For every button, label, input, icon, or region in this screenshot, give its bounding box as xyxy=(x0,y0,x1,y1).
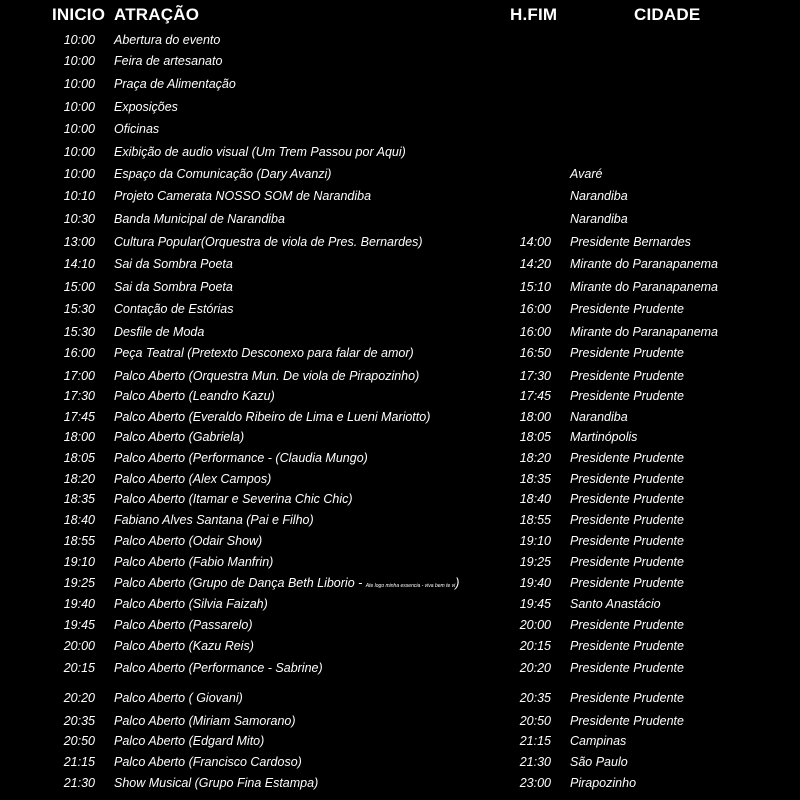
hfim-cell: 19:10 xyxy=(519,534,551,548)
hfim-cell: 18:20 xyxy=(519,451,551,465)
table-row xyxy=(0,688,800,708)
atracao-cell: Palco Aberto (Performance - Sabrine) xyxy=(114,661,323,675)
cidade-cell: Presidente Prudente xyxy=(570,302,684,316)
atracao-cell: Espaço da Comunicação (Dary Avanzi) xyxy=(114,167,332,181)
cidade-cell: Presidente Prudente xyxy=(570,369,684,383)
inicio-cell: 20:15 xyxy=(63,661,95,675)
atracao-cell: Palco Aberto (Grupo de Dança Beth Liborio - Ate logo minha essencia - viva bem te vi) xyxy=(114,576,460,590)
table-row xyxy=(0,343,800,363)
atracao-cell: Palco Aberto (Silvia Faizah) xyxy=(114,597,268,611)
hfim-cell: 20:00 xyxy=(519,618,551,632)
inicio-cell: 18:05 xyxy=(63,451,95,465)
hfim-cell: 18:00 xyxy=(519,410,551,424)
atracao-cell: Show Musical (Grupo Fina Estampa) xyxy=(114,776,319,790)
inicio-cell: 10:00 xyxy=(63,122,95,136)
hfim-cell: 19:40 xyxy=(519,576,551,590)
table-row xyxy=(0,489,800,509)
hfim-cell: 21:15 xyxy=(519,734,551,748)
header-atracao: ATRAÇÃO xyxy=(114,5,200,24)
atracao-cell: Palco Aberto (Performance - (Claudia Mungo) xyxy=(114,451,368,465)
cidade-cell: Presidente Prudente xyxy=(570,618,684,632)
atracao-cell: Oficinas xyxy=(114,122,160,136)
inicio-cell: 20:50 xyxy=(63,734,95,748)
inicio-cell: 15:30 xyxy=(63,325,95,339)
atracao-cell: Palco Aberto (Passarelo) xyxy=(114,618,253,632)
table-row xyxy=(0,752,800,772)
table-row xyxy=(0,254,800,274)
atracao-cell: Palco Aberto (Itamar e Severina Chic Chic) xyxy=(114,492,353,506)
inicio-cell: 19:45 xyxy=(63,618,95,632)
atracao-cell: Palco Aberto (Leandro Kazu) xyxy=(114,389,275,403)
cidade-cell: Mirante do Paranapanema xyxy=(570,280,719,294)
atracao-cell: Palco Aberto (Francisco Cardoso) xyxy=(114,755,302,769)
atracao-cell: Contação de Estórias xyxy=(114,302,234,316)
table-row xyxy=(0,711,800,731)
inicio-cell: 10:00 xyxy=(63,77,95,91)
cidade-cell: Presidente Prudente xyxy=(570,492,684,506)
atracao-cell: Sai da Sombra Poeta xyxy=(114,280,233,294)
atracao-cell: Praça de Alimentação xyxy=(114,77,236,91)
table-row xyxy=(0,594,800,614)
table-row xyxy=(0,30,800,50)
atracao-cell: Sai da Sombra Poeta xyxy=(114,257,233,271)
cidade-cell: Presidente Prudente xyxy=(570,639,684,653)
cidade-cell: Presidente Prudente xyxy=(570,451,684,465)
cidade-cell: Mirante do Paranapanema xyxy=(570,257,719,271)
inicio-cell: 17:00 xyxy=(63,369,95,383)
table-row xyxy=(0,366,800,386)
table-row xyxy=(0,277,800,297)
hfim-cell: 17:45 xyxy=(519,389,551,403)
inicio-cell: 13:00 xyxy=(63,235,95,249)
atracao-cell: Feira de artesanato xyxy=(114,54,223,68)
table-row xyxy=(0,448,800,468)
table-row xyxy=(0,322,800,342)
inicio-cell: 16:00 xyxy=(63,346,95,360)
cidade-cell: Mirante do Paranapanema xyxy=(570,325,719,339)
hfim-cell: 20:20 xyxy=(519,661,551,675)
cidade-cell: Narandiba xyxy=(570,212,628,226)
table-row xyxy=(0,119,800,139)
table-row xyxy=(0,407,800,427)
hfim-cell: 16:50 xyxy=(519,346,551,360)
atracao-cell: Palco Aberto (Gabriela) xyxy=(114,430,245,444)
inicio-cell: 10:10 xyxy=(63,189,95,203)
atracao-cell: Palco Aberto (Everaldo Ribeiro de Lima e Lueni Mariotto) xyxy=(114,410,431,424)
cidade-cell: Presidente Prudente xyxy=(570,534,684,548)
inicio-cell: 10:00 xyxy=(63,100,95,114)
cidade-cell: Presidente Prudente xyxy=(570,472,684,486)
atracao-cell: Exibição de audio visual (Um Trem Passou por Aqui) xyxy=(114,145,406,159)
inicio-cell: 15:30 xyxy=(63,302,95,316)
hfim-cell: 19:45 xyxy=(519,597,551,611)
hfim-cell: 18:55 xyxy=(519,513,551,527)
inicio-cell: 21:15 xyxy=(63,755,95,769)
table-row xyxy=(0,209,800,229)
cidade-cell: Presidente Bernardes xyxy=(570,235,691,249)
inicio-cell: 20:35 xyxy=(63,714,95,728)
table-row xyxy=(0,636,800,656)
hfim-cell: 19:25 xyxy=(519,555,551,569)
inicio-cell: 18:40 xyxy=(63,513,95,527)
inicio-cell: 10:00 xyxy=(63,33,95,47)
hfim-cell: 23:00 xyxy=(519,776,551,790)
cidade-cell: Presidente Prudente xyxy=(570,389,684,403)
cidade-cell: Avaré xyxy=(570,167,603,181)
inicio-cell: 14:10 xyxy=(63,257,95,271)
inicio-cell: 19:25 xyxy=(63,576,95,590)
table-row xyxy=(0,469,800,489)
inicio-cell: 20:00 xyxy=(63,639,95,653)
inicio-cell: 18:20 xyxy=(63,472,95,486)
table-row xyxy=(0,773,800,793)
atracao-cell: Palco Aberto (Orquestra Mun. De viola de Pirapozinho) xyxy=(114,369,420,383)
hfim-cell: 18:05 xyxy=(519,430,551,444)
cidade-cell: Narandiba xyxy=(570,189,628,203)
inicio-cell: 10:00 xyxy=(63,145,95,159)
header-inicio: INICIO xyxy=(52,5,106,24)
hfim-cell: 16:00 xyxy=(519,325,551,339)
inicio-cell: 17:45 xyxy=(63,410,95,424)
inicio-cell: 18:35 xyxy=(63,492,95,506)
cidade-cell: Narandiba xyxy=(570,410,628,424)
inicio-cell: 20:20 xyxy=(63,691,95,705)
atracao-cell: Cultura Popular(Orquestra de viola de Pres. Bernardes) xyxy=(114,235,423,249)
hfim-cell: 18:40 xyxy=(519,492,551,506)
table-row xyxy=(0,510,800,530)
table-row xyxy=(0,164,800,184)
inicio-cell: 10:30 xyxy=(63,212,95,226)
inicio-cell: 19:10 xyxy=(63,555,95,569)
atracao-note: Ate logo minha essencia - viva bem te vi xyxy=(365,583,456,589)
cidade-cell: Presidente Prudente xyxy=(570,555,684,569)
table-row xyxy=(0,573,800,593)
hfim-cell: 15:10 xyxy=(519,280,551,294)
hfim-cell: 21:30 xyxy=(519,755,551,769)
hfim-cell: 14:20 xyxy=(519,257,551,271)
cidade-cell: São Paulo xyxy=(570,755,628,769)
cidade-cell: Campinas xyxy=(570,734,627,748)
inicio-cell: 17:30 xyxy=(63,389,95,403)
atracao-cell: Palco Aberto (Odair Show) xyxy=(114,534,263,548)
cidade-cell: Santo Anastácio xyxy=(570,597,661,611)
cidade-cell: Martinópolis xyxy=(570,430,638,444)
cidade-cell: Presidente Prudente xyxy=(570,714,684,728)
atracao-cell: Palco Aberto ( Giovani) xyxy=(114,691,243,705)
inicio-cell: 15:00 xyxy=(63,280,95,294)
atracao-cell: Fabiano Alves Santana (Pai e Filho) xyxy=(114,513,314,527)
cidade-cell: Presidente Prudente xyxy=(570,513,684,527)
cidade-cell: Presidente Prudente xyxy=(570,691,684,705)
hfim-cell: 20:15 xyxy=(519,639,551,653)
atracao-cell: Exposições xyxy=(114,100,178,114)
cidade-cell: Presidente Prudente xyxy=(570,346,684,360)
inicio-cell: 19:40 xyxy=(63,597,95,611)
table-row xyxy=(0,299,800,319)
table-row xyxy=(0,427,800,447)
hfim-cell: 14:00 xyxy=(519,235,551,249)
table-row xyxy=(0,74,800,94)
hfim-cell: 18:35 xyxy=(519,472,551,486)
hfim-cell: 16:00 xyxy=(519,302,551,316)
hfim-cell: 20:50 xyxy=(519,714,551,728)
hfim-cell: 20:35 xyxy=(519,691,551,705)
inicio-cell: 18:55 xyxy=(63,534,95,548)
inicio-cell: 21:30 xyxy=(63,776,95,790)
cidade-cell: Pirapozinho xyxy=(570,776,637,790)
table-row xyxy=(0,51,800,71)
atracao-cell: Desfile de Moda xyxy=(114,325,205,339)
header-cidade: CIDADE xyxy=(634,5,701,24)
inicio-cell: 18:00 xyxy=(63,430,95,444)
cidade-cell: Presidente Prudente xyxy=(570,661,684,675)
atracao-cell: Palco Aberto (Fabio Manfrin) xyxy=(114,555,274,569)
header-hfim: H.FIM xyxy=(510,5,558,24)
inicio-cell: 10:00 xyxy=(63,167,95,181)
table-row xyxy=(0,531,800,551)
atracao-cell: Projeto Camerata NOSSO SOM de Narandiba xyxy=(114,189,372,203)
atracao-cell: Banda Municipal de Narandiba xyxy=(114,212,285,226)
table-row xyxy=(0,142,800,162)
inicio-cell: 10:00 xyxy=(63,54,95,68)
table-row xyxy=(0,232,800,252)
table-row xyxy=(0,615,800,635)
table-row xyxy=(0,97,800,117)
hfim-cell: 17:30 xyxy=(519,369,551,383)
atracao-cell: Palco Aberto (Edgard Mito) xyxy=(114,734,265,748)
atracao-cell: Palco Aberto (Kazu Reis) xyxy=(114,639,254,653)
cidade-cell: Presidente Prudente xyxy=(570,576,684,590)
table-row xyxy=(0,658,800,678)
table-row xyxy=(0,186,800,206)
atracao-cell: Abertura do evento xyxy=(114,33,221,47)
atracao-cell: Palco Aberto (Miriam Samorano) xyxy=(114,714,296,728)
atracao-cell: Peça Teatral (Pretexto Desconexo para falar de amor) xyxy=(114,346,414,360)
table-row xyxy=(0,386,800,406)
table-row xyxy=(0,552,800,572)
atracao-cell: Palco Aberto (Alex Campos) xyxy=(114,472,272,486)
table-row xyxy=(0,731,800,751)
